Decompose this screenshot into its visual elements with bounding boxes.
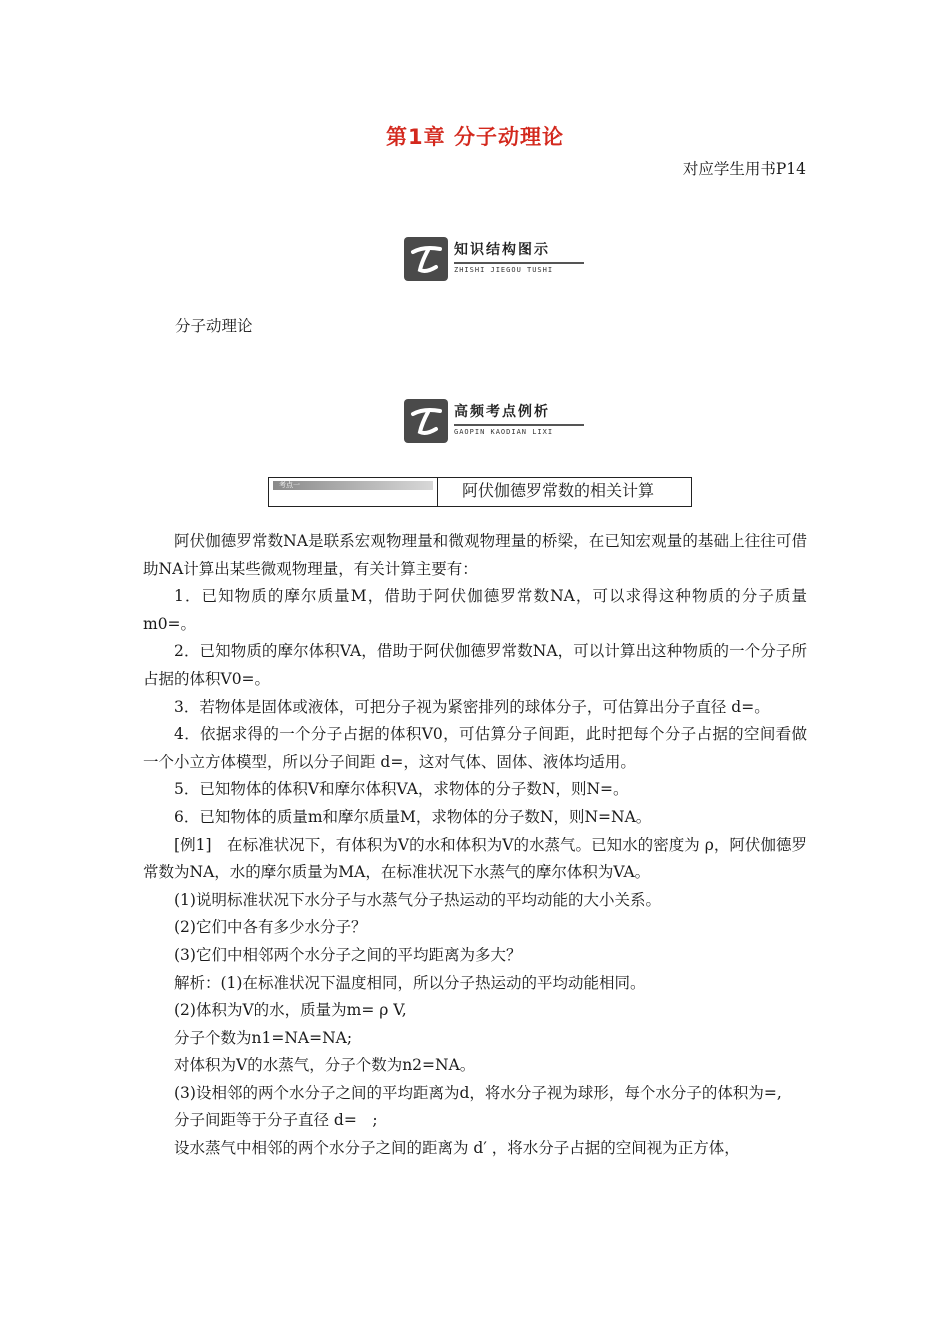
solution-line: 分子个数为n1=NA=NA; <box>174 1028 353 1047</box>
list-item: 3．若物体是固体或液体，可把分子视为紧密排列的球体分子，可估算出分子直径 d=。 <box>174 697 770 716</box>
list-item: 5．已知物体的体积V和摩尔体积VA，求物体的分子数N，则N=。 <box>174 780 629 799</box>
badge-logo-icon <box>404 237 448 281</box>
badge-pinyin: ZHISHI JIEGOU TUSHI <box>454 262 584 274</box>
question: (1)说明标准状况下水分子与水蒸气分子热运动的平均动能的大小关系。 <box>174 890 661 909</box>
page-reference: 对应学生用书P14 <box>682 160 806 178</box>
badge-title: 高频考点例析 <box>454 403 550 420</box>
solution-line: (2)体积为V的水，质量为m= ρ V, <box>174 1001 407 1020</box>
intro-paragraph: 阿伏伽德罗常数NA是联系宏观物理量和微观物理量的桥梁，在已知宏观量的基础上往往可借助NA计算出某些微观物理量，有关计算主要有： <box>143 532 807 578</box>
solution-line: 分子间距等于分子直径 d= ; <box>174 1111 378 1130</box>
list-item: 4．依据求得的一个分子占据的体积V0，可估算分子间距，此时把每个分子占据的空间看做一个小立方体模型，所以分子间距 d=，这对气体、固体、液体均适用。 <box>143 725 807 771</box>
badge-logo-icon <box>404 399 448 443</box>
badge-title: 知识结构图示 <box>454 241 550 258</box>
solution-line: 解析：(1)在标准状况下温度相同，所以分子热运动的平均动能相同。 <box>174 973 646 992</box>
list-item: 1．已知物质的摩尔质量M，借助于阿伏伽德罗常数NA，可以求得这种物质的分子质量m0=。 <box>143 587 807 633</box>
section-label: 分子动理论 <box>175 317 253 335</box>
solution-line: 设水蒸气中相邻的两个水分子之间的距离为 d′ ，将水分子占据的空间视为正方体， <box>174 1139 740 1158</box>
badge-pinyin: GAOPIN KAODIAN LIXI <box>454 424 584 436</box>
high-frequency-badge <box>404 399 584 443</box>
topic-tag <box>269 478 438 506</box>
knowledge-structure-badge <box>404 237 584 281</box>
body-content <box>143 528 807 1163</box>
topic-title: 阿伏伽德罗常数的相关计算 <box>462 481 655 500</box>
list-item: 6．已知物体的质量m和摩尔质量M，求物体的分子数N，则N=NA。 <box>174 807 652 826</box>
topic-header-box <box>268 477 692 507</box>
question: (2)它们中各有多少水分子？ <box>174 918 367 937</box>
solution-line: 对体积为V的水蒸气，分子个数为n2=NA。 <box>174 1056 476 1075</box>
solution-line: (3)设相邻的两个水分子之间的平均距离为d，将水分子视为球形，每个水分子的体积为=, <box>174 1083 782 1102</box>
example-statement: [例1] 在标准状况下，有体积为V的水和体积为V的水蒸气。已知水的密度为 ρ，阿伏伽德罗常数为NA，水的摩尔质量为MA，在标准状况下水蒸气的摩尔体积为VA。 <box>143 835 807 882</box>
question: (3)它们中相邻两个水分子之间的平均距离为多大？ <box>174 945 522 964</box>
topic-tag-label: 考点一 <box>273 481 433 490</box>
chapter-title: 第1章 分子动理论 <box>386 125 564 149</box>
list-item: 2．已知物质的摩尔体积VA，借助于阿伏伽德罗常数NA，可以计算出这种物质的一个分子所占据的体积V0=。 <box>143 642 807 688</box>
